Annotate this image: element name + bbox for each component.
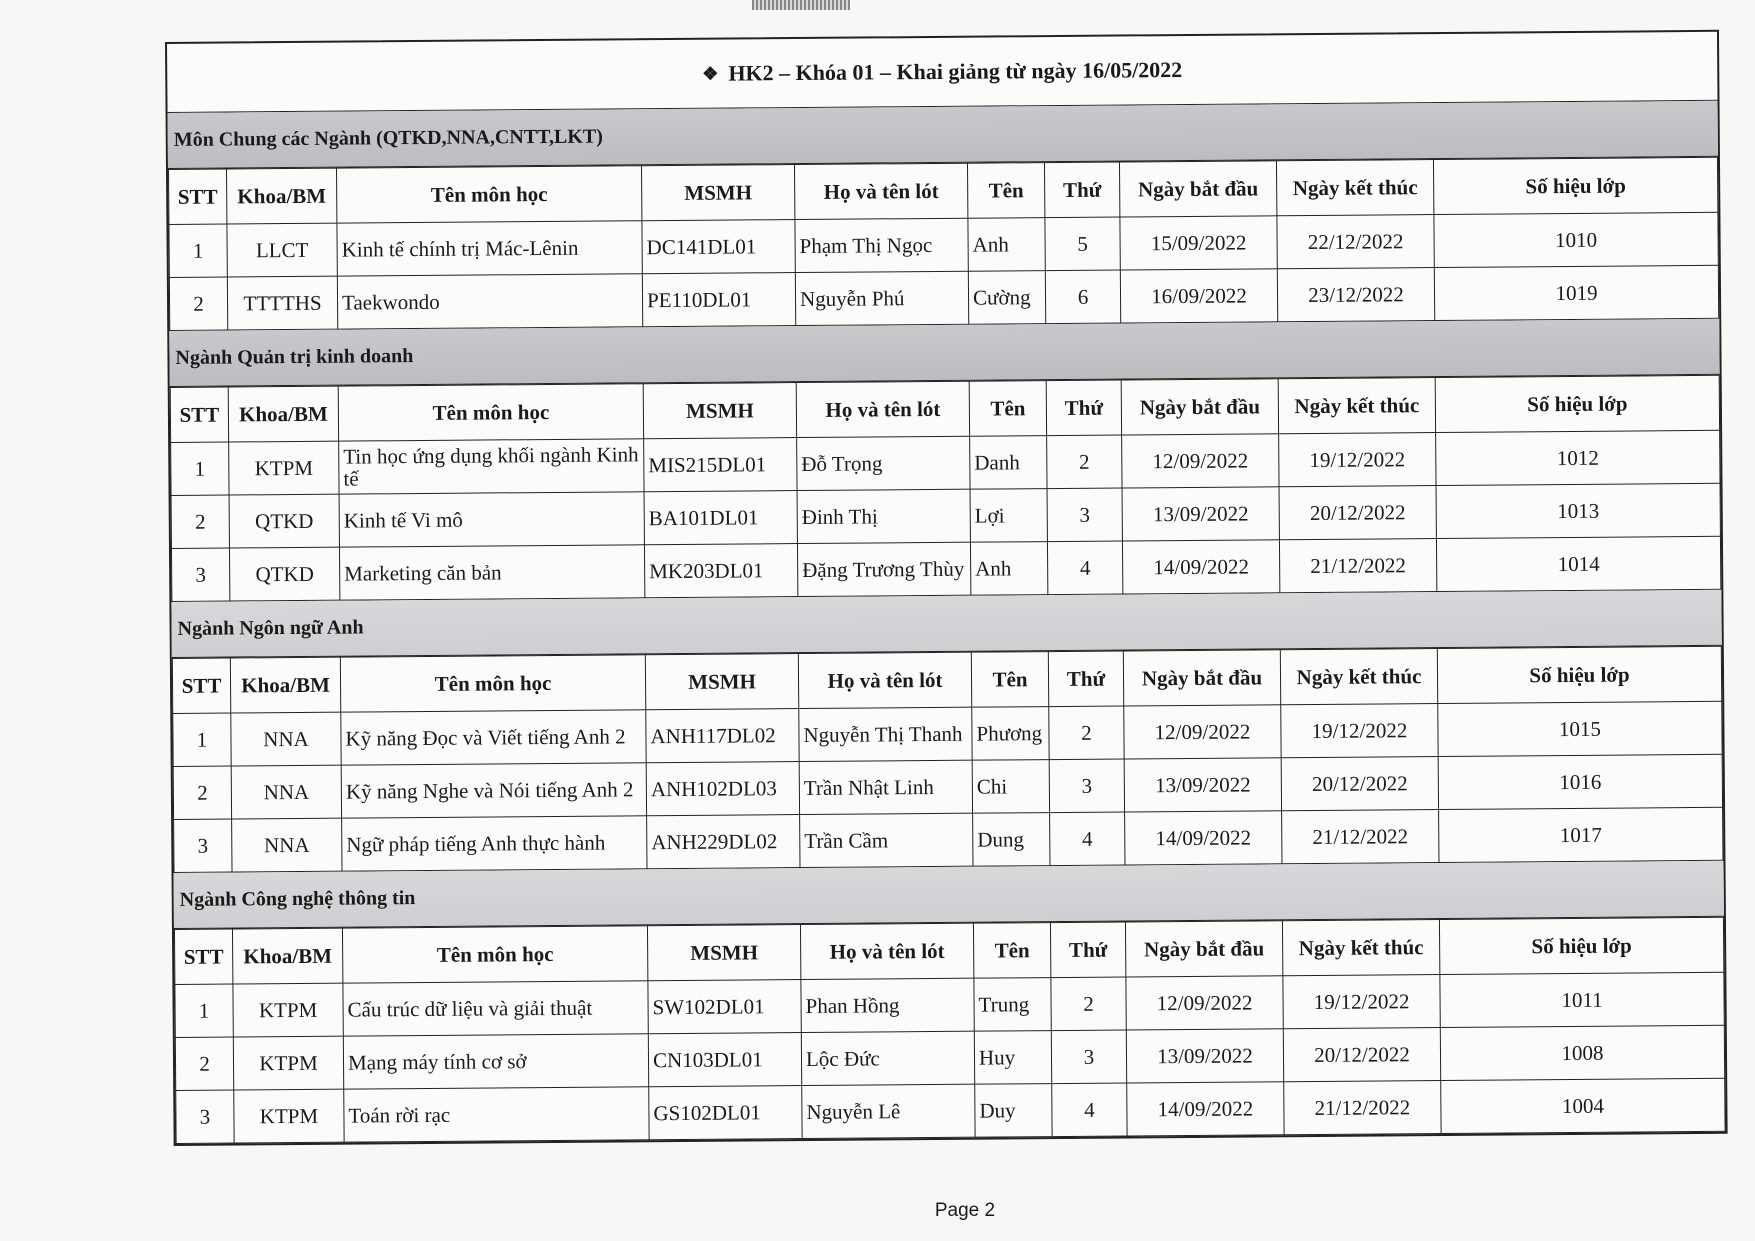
scan-artifact <box>752 0 850 10</box>
cell-stt: 1 <box>169 224 227 277</box>
cell-msmh: CN103DL01 <box>648 1033 801 1087</box>
cell-msmh: ANH102DL03 <box>646 762 799 816</box>
cell-khoa: LLCT <box>227 223 337 277</box>
cell-ho: Nguyễn Lê <box>802 1084 975 1138</box>
cell-khoa: NNA <box>231 712 341 766</box>
cell-msmh: BA101DL01 <box>644 491 797 545</box>
column-header: Họ và tên lót <box>798 652 971 708</box>
cell-khoa: KTPM <box>234 1089 344 1143</box>
column-header: Ngày bắt đầu <box>1121 379 1278 435</box>
course-table <box>168 157 1719 331</box>
cell-thu: 2 <box>1049 706 1124 760</box>
cell-mon: Kỹ năng Đọc và Viết tiếng Anh 2 <box>341 710 646 765</box>
column-header: STT <box>169 169 227 224</box>
cell-ho: Nguyễn Phú <box>795 271 968 325</box>
cell-bd: 13/09/2022 <box>1126 1029 1283 1083</box>
cell-msmh: MK203DL01 <box>644 544 797 598</box>
cell-lop: 1012 <box>1436 430 1720 485</box>
cell-khoa: QTKD <box>229 494 339 548</box>
column-header: Thứ <box>1048 651 1123 707</box>
cell-mon: Tin học ứng dụng khối ngành Kinh tế <box>339 439 644 494</box>
column-header: Họ và tên lót <box>800 923 973 979</box>
cell-stt: 1 <box>171 442 229 495</box>
cell-bd: 14/09/2022 <box>1125 811 1282 865</box>
column-header: Tên môn học <box>342 926 647 983</box>
cell-ten: Trung <box>974 978 1051 1032</box>
column-header: STT <box>170 387 228 442</box>
cell-stt: 1 <box>175 984 233 1037</box>
cell-ten: Duy <box>975 1084 1052 1138</box>
cell-bd: 12/09/2022 <box>1122 434 1279 488</box>
cell-khoa: KTPM <box>233 1036 343 1090</box>
cell-bd: 16/09/2022 <box>1120 269 1277 323</box>
cell-lop: 1013 <box>1436 483 1720 538</box>
cell-bd: 12/09/2022 <box>1126 976 1283 1030</box>
cell-msmh: ANH117DL02 <box>646 709 799 763</box>
cell-kt: 21/12/2022 <box>1284 1081 1441 1135</box>
cell-thu: 4 <box>1050 812 1125 866</box>
cell-stt: 3 <box>171 548 229 601</box>
cell-stt: 2 <box>171 495 229 548</box>
section-header: Ngành Quản trị kinh doanh <box>169 319 1719 387</box>
cell-khoa: KTPM <box>233 983 343 1037</box>
column-header: Khoa/BM <box>228 386 338 442</box>
cell-bd: 14/09/2022 <box>1122 540 1279 594</box>
column-header: Tên <box>973 923 1050 979</box>
cell-kt: 19/12/2022 <box>1279 433 1436 487</box>
cell-thu: 2 <box>1051 977 1126 1031</box>
cell-ten: Cường <box>968 271 1045 325</box>
cell-mon: Kỹ năng Nghe và Nói tiếng Anh 2 <box>341 763 646 818</box>
cell-ho: Trần Nhật Linh <box>799 760 972 814</box>
column-header: Ngày kết thúc <box>1280 649 1437 705</box>
cell-khoa: NNA <box>232 818 342 872</box>
cell-stt: 2 <box>175 1037 233 1090</box>
cell-kt: 21/12/2022 <box>1279 539 1436 593</box>
cell-khoa: KTPM <box>229 441 339 495</box>
cell-lop: 1011 <box>1440 972 1724 1027</box>
column-header: Khoa/BM <box>230 657 340 713</box>
column-header: Số hiệu lớp <box>1437 646 1721 703</box>
cell-thu: 6 <box>1045 270 1120 324</box>
section-header: Ngành Ngôn ngữ Anh <box>171 590 1721 658</box>
cell-mon: Mạng máy tính cơ sở <box>343 1034 648 1089</box>
cell-stt: 2 <box>173 766 231 819</box>
cell-lop: 1010 <box>1434 212 1718 267</box>
column-header: Thứ <box>1050 922 1125 978</box>
column-header: Ngày bắt đầu <box>1119 161 1276 217</box>
cell-stt: 2 <box>169 277 227 330</box>
column-header: MSMH <box>643 383 796 439</box>
cell-lop: 1015 <box>1438 701 1722 756</box>
cell-thu: 3 <box>1051 1030 1126 1084</box>
diamond-bullet-icon: ❖ <box>702 63 719 84</box>
table-row <box>176 1078 1725 1143</box>
cell-bd: 15/09/2022 <box>1120 216 1277 270</box>
cell-kt: 20/12/2022 <box>1283 1028 1440 1082</box>
column-header: MSMH <box>641 165 794 221</box>
cell-thu: 4 <box>1047 541 1122 595</box>
column-header: Thứ <box>1044 162 1119 218</box>
cell-ten: Huy <box>974 1031 1051 1085</box>
cell-mon: Ngữ pháp tiếng Anh thực hành <box>342 816 647 871</box>
section-header: Môn Chung các Ngành (QTKD,NNA,CNTT,LKT) <box>168 101 1718 169</box>
cell-kt: 21/12/2022 <box>1282 810 1439 864</box>
cell-mon: Marketing căn bản <box>339 545 644 600</box>
cell-stt: 1 <box>173 713 231 766</box>
section-header: Ngành Công nghệ thông tin <box>174 861 1724 929</box>
column-header: Thứ <box>1046 380 1121 436</box>
column-header: Tên <box>971 652 1048 708</box>
cell-ten: Chi <box>972 760 1049 814</box>
cell-lop: 1016 <box>1438 754 1722 809</box>
cell-lop: 1017 <box>1439 807 1723 862</box>
course-table <box>172 646 1724 873</box>
column-header: Họ và tên lót <box>794 163 967 219</box>
column-header: Số hiệu lớp <box>1435 375 1719 432</box>
cell-msmh: DC141DL01 <box>642 220 795 274</box>
cell-stt: 3 <box>176 1090 234 1143</box>
cell-ho: Đặng Trương Thùy <box>797 542 970 596</box>
column-header: Số hiệu lớp <box>1433 157 1717 214</box>
cell-ho: Đỗ Trọng <box>797 436 970 490</box>
column-header: Ngày kết thúc <box>1276 160 1433 216</box>
cell-khoa: QTKD <box>229 547 339 601</box>
cell-ho: Trần Cầm <box>800 813 973 867</box>
cell-thu: 2 <box>1047 435 1122 489</box>
cell-stt: 3 <box>174 819 232 872</box>
title-text: HK2 – Khóa 01 – Khai giảng từ ngày 16/05/2022 <box>728 57 1183 86</box>
cell-ten: Phương <box>972 707 1049 761</box>
cell-bd: 13/09/2022 <box>1124 758 1281 812</box>
column-header: Ngày bắt đầu <box>1125 921 1282 977</box>
cell-kt: 20/12/2022 <box>1281 757 1438 811</box>
column-header: Họ và tên lót <box>796 381 969 437</box>
cell-mon: Kinh tế chính trị Mác-Lênin <box>337 221 642 276</box>
column-header: Ngày bắt đầu <box>1123 650 1280 706</box>
cell-thu: 3 <box>1049 759 1124 813</box>
cell-khoa: NNA <box>231 765 341 819</box>
page-number: Page 2 <box>934 1200 996 1221</box>
cell-mon: Cấu trúc dữ liệu và giải thuật <box>343 981 648 1036</box>
course-table <box>170 375 1722 602</box>
column-header: Số hiệu lớp <box>1439 917 1723 974</box>
column-header: Tên <box>969 381 1046 437</box>
cell-mon: Kinh tế Vi mô <box>339 492 644 547</box>
column-header: Khoa/BM <box>226 168 336 224</box>
cell-bd: 12/09/2022 <box>1124 705 1281 759</box>
column-header: Tên môn học <box>336 166 641 223</box>
cell-msmh: GS102DL01 <box>649 1086 802 1140</box>
column-header: Tên môn học <box>340 655 645 712</box>
cell-lop: 1008 <box>1440 1025 1724 1080</box>
schedule-document <box>165 30 1728 1146</box>
cell-ho: Phạm Thị Ngọc <box>795 218 968 272</box>
cell-khoa: TTTTHS <box>227 276 337 330</box>
column-header: Ngày kết thúc <box>1282 920 1439 976</box>
cell-ten: Anh <box>968 218 1045 272</box>
cell-lop: 1019 <box>1434 265 1718 320</box>
cell-bd: 13/09/2022 <box>1122 487 1279 541</box>
cell-ho: Đinh Thị <box>797 489 970 543</box>
cell-ten: Lợi <box>970 489 1047 543</box>
column-header: MSMH <box>647 925 800 981</box>
column-header: Tên <box>967 163 1044 219</box>
cell-ten: Anh <box>970 542 1047 596</box>
cell-msmh: ANH229DL02 <box>647 815 800 869</box>
cell-thu: 4 <box>1052 1083 1127 1137</box>
cell-lop: 1014 <box>1436 536 1720 591</box>
cell-ho: Phan Hồng <box>801 978 974 1032</box>
cell-kt: 20/12/2022 <box>1279 486 1436 540</box>
column-header: STT <box>172 658 230 713</box>
cell-lop: 1004 <box>1441 1078 1725 1133</box>
cell-msmh: PE110DL01 <box>642 273 795 327</box>
cell-mon: Toán rời rạc <box>344 1087 649 1142</box>
column-header: Tên môn học <box>338 384 643 441</box>
cell-ho: Nguyễn Thị Thanh <box>799 707 972 761</box>
cell-kt: 23/12/2022 <box>1277 268 1434 322</box>
cell-ten: Danh <box>970 436 1047 490</box>
cell-bd: 14/09/2022 <box>1127 1082 1284 1136</box>
cell-mon: Taekwondo <box>337 274 642 329</box>
cell-ten: Dung <box>973 813 1050 867</box>
document-title <box>167 32 1717 113</box>
cell-kt: 19/12/2022 <box>1283 975 1440 1029</box>
column-header: STT <box>174 929 232 984</box>
cell-ho: Lộc Đức <box>801 1031 974 1085</box>
cell-thu: 5 <box>1045 217 1120 271</box>
cell-msmh: MIS215DL01 <box>644 438 797 492</box>
cell-msmh: SW102DL01 <box>648 980 801 1034</box>
sections-container <box>168 101 1726 1144</box>
course-table <box>174 917 1726 1144</box>
column-header: Ngày kết thúc <box>1278 378 1435 434</box>
column-header: MSMH <box>645 654 798 710</box>
cell-kt: 22/12/2022 <box>1277 215 1434 269</box>
cell-thu: 3 <box>1047 488 1122 542</box>
cell-kt: 19/12/2022 <box>1281 704 1438 758</box>
column-header: Khoa/BM <box>232 928 342 984</box>
